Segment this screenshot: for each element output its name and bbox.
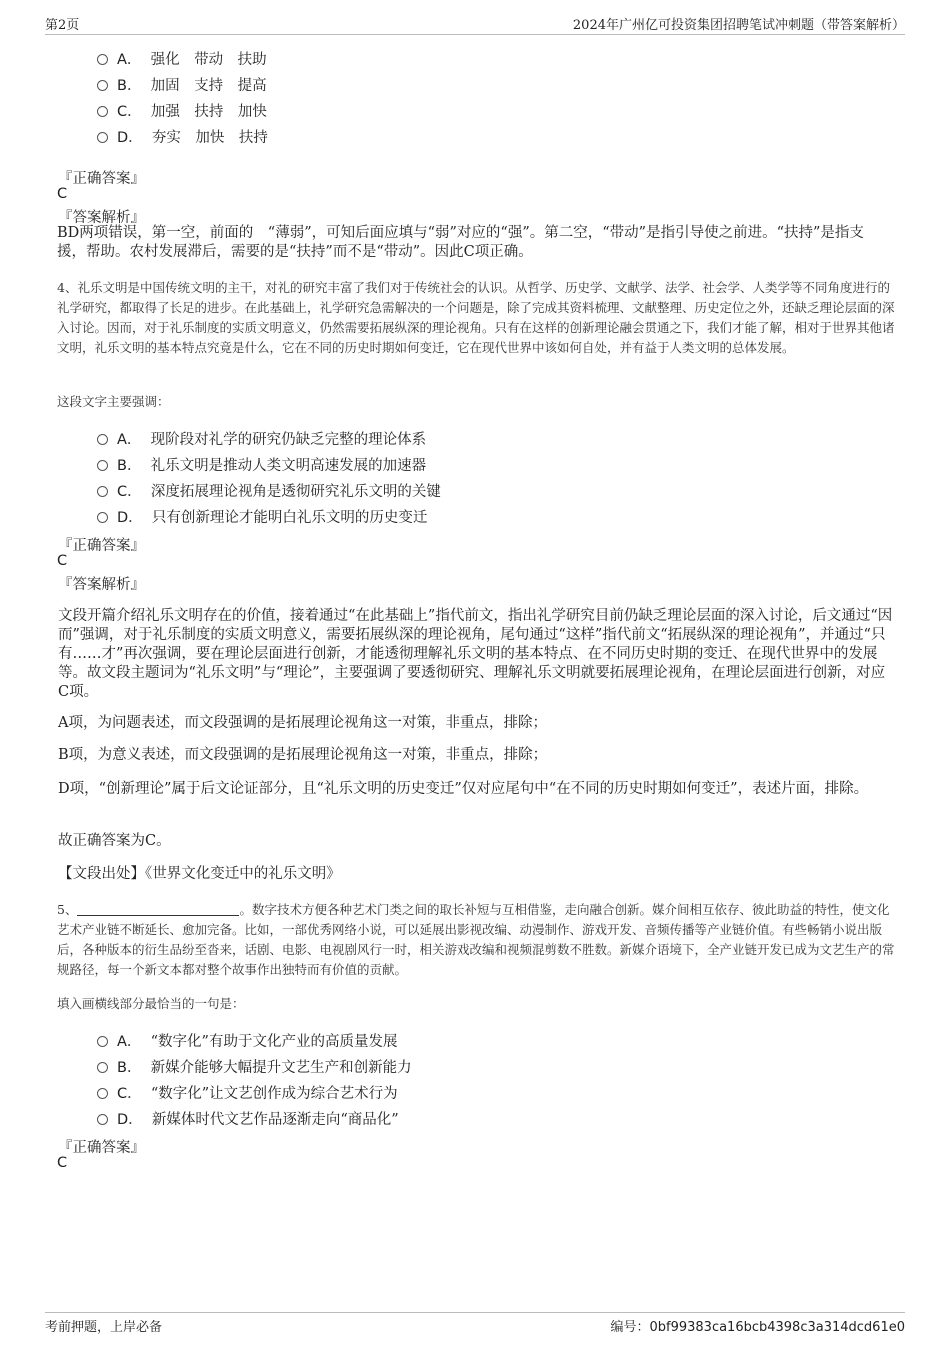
q3-option-b[interactable]: B． 加固 支持 提高 — [97, 74, 267, 95]
q3-answer: C — [57, 186, 68, 202]
q4-source: 【文段出处】《世界文化变迁中的礼乐文明》 — [58, 866, 341, 882]
radio-icon[interactable] — [97, 460, 108, 471]
q4-analysis-paragraph: 文段开篇介绍礼乐文明存在的价值，接着通过“在此基础上”指代前文，指出礼学研究目前仍缺乏理论层面的深入讨论，后文通过“因而”强调，对于礼乐制度的实质文明意义，需要拓展纵深的理论视角，尾句通过“这样”指代前文“拓展纵深的理论视角”，并通过“只有……才”再次强调，要在理论层面进行创新，才能透彻理解礼乐文明的基本特点、在不同历史时期的变迁、在现代世界中的发展等。故文段主题词为“礼乐文明”与“理论”，主要强调了要透彻研究、理解礼乐文明就要拓展理论视角，在理论层面进行创新，对应C项。 — [58, 608, 893, 700]
radio-icon[interactable] — [97, 486, 108, 497]
q4-option-d[interactable]: D． 只有创新理论才能明白礼乐文明的历史变迁 — [97, 506, 427, 527]
radio-icon[interactable] — [97, 1088, 108, 1099]
q5-blank — [77, 903, 239, 916]
q5-number: 5、 — [57, 902, 78, 917]
q3-analysis: BD两项错误，第一空，前面的 “薄弱”，可知后面应填与“弱”对应的“强”。第二空，“带动”是指引导使之前进。“扶持”是指支援，帮助。农村发展滞后，需要的是“扶持”而不是“带动”。因此C项正确。 — [57, 225, 864, 260]
q4-stem: 4、礼乐文明是中国传统文明的主干，对礼的研究丰富了我们对于传统社会的认识。从哲学、历史学、文献学、法学、社会学、人类学等不同角度进行的礼学研究，都取得了长足的进步。在此基础上，礼学研究急需解决的一个问题是，除了完成其资料梳理、文献整理、历史定位之外，还缺乏理论层面的深入讨论。因而，对于礼乐制度的实质文明意义，仍然需要拓展纵深的理论视角。只有在这样的创新理论融会贯通之下，我们才能了解，相对于世界其他诸文明，礼乐文明的基本特点究竟是什么，它在不同的历史时期如何变迁，它在现代世界中该如何自处，并有益于人类文明的总体发展。 — [57, 280, 895, 355]
q3-analysis-label: 『答案解析』 — [58, 210, 145, 226]
page-number: 第2页 — [45, 18, 80, 33]
q4-analysis-label: 『答案解析』 — [58, 577, 145, 593]
q5-option-d[interactable]: D． 新媒体时代文艺作品逐渐走向“商品化” — [97, 1108, 399, 1129]
radio-icon[interactable] — [97, 106, 108, 117]
document-code: 编号：0bf99383ca16bcb4398c3a314dcd61e0 — [610, 1320, 905, 1335]
q3-option-a[interactable]: A． 强化 带动 扶助 — [97, 48, 267, 69]
q3-option-c[interactable]: C． 加强 扶持 加快 — [97, 100, 267, 121]
radio-icon[interactable] — [97, 80, 108, 91]
q4-option-a[interactable]: A． 现阶段对礼学的研究仍缺乏完整的理论体系 — [97, 428, 426, 449]
q5-option-b[interactable]: B． 新媒介能够大幅提升文艺生产和创新能力 — [97, 1056, 412, 1077]
q4-analysis-paragraph: A项，为问题表述，而文段强调的是拓展理论视角这一对策，非重点，排除； — [58, 715, 547, 731]
q5-answer: C — [57, 1155, 68, 1171]
radio-icon[interactable] — [97, 1114, 108, 1125]
radio-icon[interactable] — [97, 1062, 108, 1073]
page-footer — [45, 1312, 905, 1335]
radio-icon[interactable] — [97, 1036, 108, 1047]
q4-option-c[interactable]: C． 深度拓展理论视角是透彻研究礼乐文明的关键 — [97, 480, 441, 501]
page-header — [45, 12, 905, 35]
q5-option-a[interactable]: A． “数字化”有助于文化产业的高质量发展 — [97, 1030, 397, 1051]
radio-icon[interactable] — [97, 434, 108, 445]
q5-question: 填入画横线部分最恰当的一句是： — [57, 996, 245, 1011]
q4-question: 这段文字主要强调： — [57, 394, 170, 409]
q5-option-c[interactable]: C． “数字化”让文艺创作成为综合艺术行为 — [97, 1082, 398, 1103]
document-title: 2024年广州亿可投资集团招聘笔试冲刺题（带答案解析） — [572, 18, 905, 33]
q5-answer-label: 『正确答案』 — [58, 1140, 145, 1156]
q3-answer-label: 『正确答案』 — [58, 171, 145, 187]
q4-option-b[interactable]: B． 礼乐文明是推动人类文明高速发展的加速器 — [97, 454, 426, 475]
radio-icon[interactable] — [97, 512, 108, 523]
footer-slogan: 考前押题，上岸必备 — [45, 1320, 163, 1335]
q4-answer: C — [57, 553, 68, 569]
q3-option-d[interactable]: D． 夯实 加快 扶持 — [97, 126, 268, 147]
q5-stem: 5、 。数字技术方便各种艺术门类之间的取长补短与互相借鉴，走向融合创新。媒介间相互依存、彼此助益的特性，使文化艺术产业链不断延长、愈加完备。比如，一部优秀网络小说，可以延展出影视改编、动漫制作、游戏开发、音频传播等产业链价值。有些畅销小说出版后，各种版本的衍生品纷至沓来，话剧、电影、电视剧风行一时，相关游戏改编和视频混剪数不胜数。新媒介语境下，全产业链开发已成为文艺生产的常规路径，每一个新文本都对整个故事作出独特而有价值的贡献。 — [57, 902, 895, 977]
radio-icon[interactable] — [97, 54, 108, 65]
radio-icon[interactable] — [97, 132, 108, 143]
q4-analysis-paragraph: B项，为意义表述，而文段强调的是拓展理论视角这一对策，非重点，排除； — [58, 747, 548, 763]
q4-answer-label: 『正确答案』 — [58, 538, 145, 554]
q4-analysis-paragraph: D项，“创新理论”属于后文论证部分，且“礼乐文明的历史变迁”仅对应尾句中“在不同的历史时期如何变迁”，表述片面，排除。 — [58, 781, 869, 797]
q4-analysis-paragraph: 故正确答案为C。 — [58, 833, 171, 849]
